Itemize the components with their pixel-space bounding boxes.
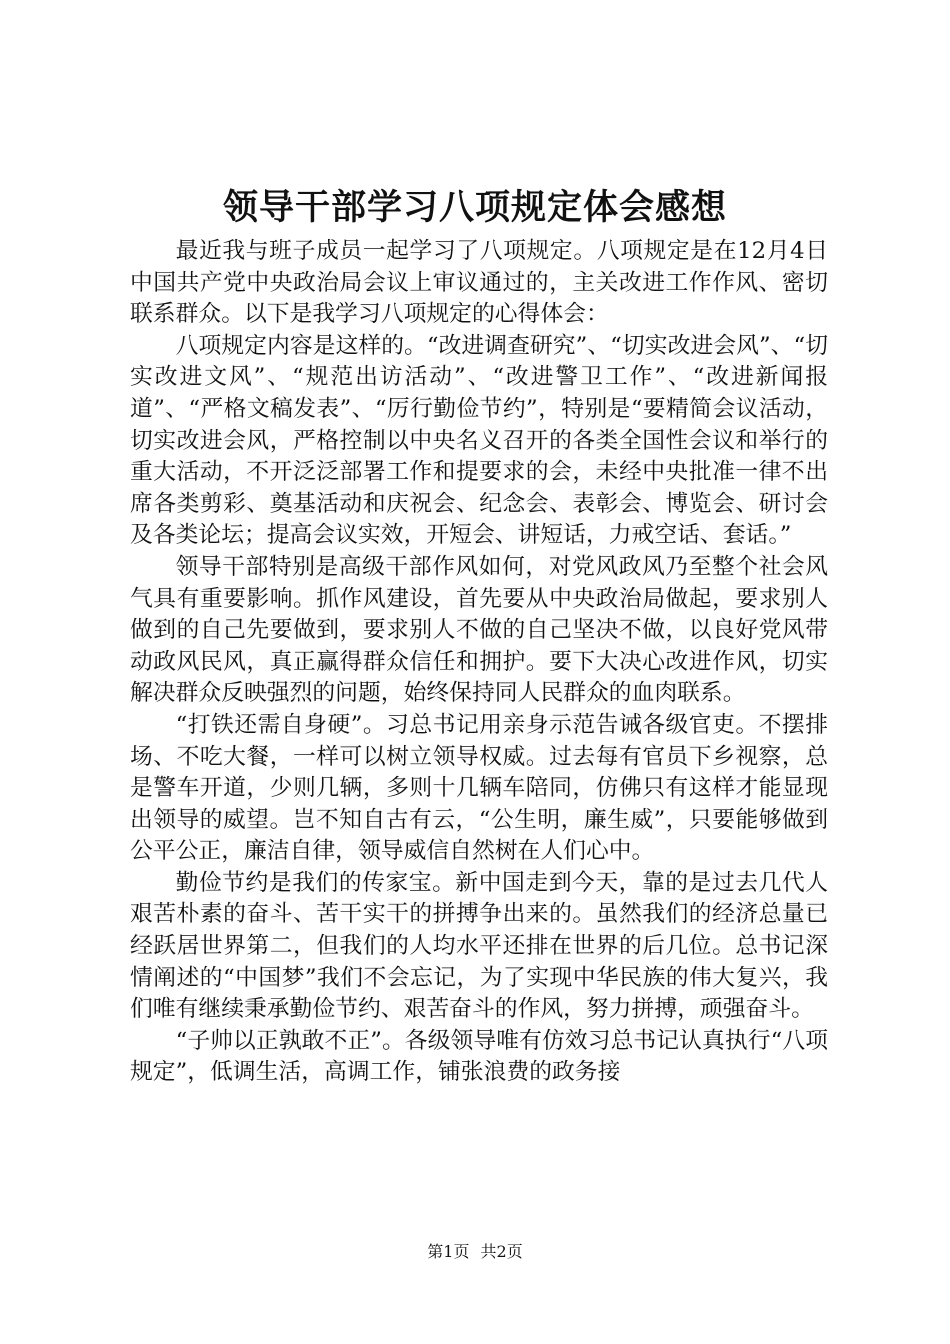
page-footer <box>0 1240 950 1264</box>
page-number-current: 第1页 <box>427 1242 470 1261</box>
paragraph: “子帅以正孰敢不正”。各级领导唯有仿效习总书记认真执行“八项规定”，低调生活，高调工作，铺张浪费的政务接 <box>130 1027 828 1086</box>
paragraph: 八项规定内容是这样的。“改进调查研究”、“切实改进会风”、“切实改进文风”、“规范出访活动”、“改进警卫工作”、“改进新闻报道”、“严格文稿发表”、“厉行勤俭节约”，特别是“要精简会议活动，切实改进会风，严格控制以中央名义召开的各类全国性会议和举行的重大活动，不开泛泛部署工作和提要求的会，未经中央批准一律不出席各类剪彩、奠基活动和庆祝会、纪念会、表彰会、博览会、研讨会及各类论坛；提高会议实效，开短会、讲短话，力戒空话、套话。” <box>130 332 828 549</box>
paragraph: “打铁还需自身硬”。习总书记用亲身示范告诫各级官吏。不摆排场、不吃大餐，一样可以树立领导权威。过去每有官员下乡视察，总是警车开道，少则几辆，多则十几辆车陪同，仿佛只有这样才能显现出领导的威望。岂不知自古有云，“公生明，廉生威”，只要能够做到公平公正，廉洁自律，领导威信自然树在人们心中。 <box>130 711 828 865</box>
paragraph: 最近我与班子成员一起学习了八项规定。八项规定是在12月4日中国共产党中央政治局会议上审议通过的，主关改进工作作风、密切联系群众。以下是我学习八项规定的心得体会： <box>130 238 828 328</box>
page-number-total: 共2页 <box>480 1242 523 1261</box>
paragraph: 勤俭节约是我们的传家宝。新中国走到今天，靠的是过去几代人艰苦朴素的奋斗、苦干实干的拼搏争出来的。虽然我们的经济总量已经跃居世界第二，但我们的人均水平还排在世界的后几位。总书记深情阐述的“中国梦”我们不会忘记，为了实现中华民族的伟大复兴，我们唯有继续秉承勤俭节约、艰苦奋斗的作风，努力拼搏，顽强奋斗。 <box>130 869 828 1023</box>
paragraph: 领导干部特别是高级干部作风如何，对党风政风乃至整个社会风气具有重要影响。抓作风建设，首先要从中央政治局做起，要求别人做到的自己先要做到，要求别人不做的自己坚决不做，以良好党风带动政风民风，真正赢得群众信任和拥护。要下大决心改进作风，切实解决群众反映强烈的问题，始终保持同人民群众的血肉联系。 <box>130 553 828 707</box>
document-title: 领导干部学习八项规定体会感想 <box>222 187 727 228</box>
document-body <box>130 236 828 1089</box>
